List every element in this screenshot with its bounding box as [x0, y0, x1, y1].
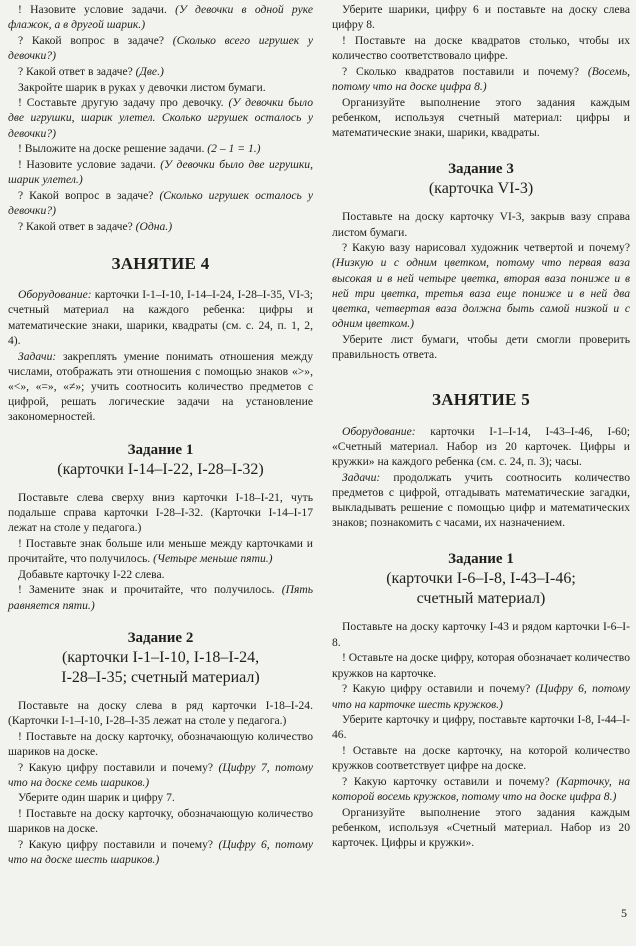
left-column	[8, 2, 313, 868]
page-number: 5	[621, 906, 627, 920]
paragraph: Уберите лист бумаги, чтобы дети смогли проверить правильность ответа.	[332, 332, 630, 362]
paragraph: ? Сколько квадратов поставили и почему? (Восемь, потому что на доске цифра 8.)	[332, 64, 630, 94]
paragraph: Уберите шарики, цифру 6 и поставьте на доску слева цифру 8.	[332, 3, 630, 32]
lesson-5-task-1-body	[332, 619, 630, 850]
right-intro-block	[332, 2, 630, 140]
task-3-title: Задание 3	[448, 161, 514, 178]
lesson-5-task-1-title: Задание 1	[448, 551, 514, 568]
paragraph: Поставьте на доску карточку VI-3, закрыв вазу справа листом бумаги.	[332, 210, 630, 239]
task-3-subtitle: (карточка VI-3)	[428, 180, 534, 198]
task-3-body	[332, 209, 630, 362]
paragraph: Уберите один шарик и цифру 7.	[18, 791, 175, 805]
paragraph: Поставьте на доску карточку I-43 и рядом карточки I-6–I-8.	[332, 620, 630, 649]
task-1-title: Задание 1	[127, 441, 194, 458]
paragraph: ! Поставьте на доску карточку, обозначающую количество шариков на доске.	[8, 807, 313, 836]
paragraph: ! Назовите условие задачи. (У девочки было две игрушки, шарик улетел.)	[8, 158, 313, 187]
lesson-5-title: ЗАНЯТИЕ 5	[431, 390, 531, 410]
lesson-4-equipment: Оборудование: карточки I-1–I-10, I-14–I-24, I-28–I-35, VI-3; счетный материал на каждого ребенка: цифры и математические знаки, шарики, квадраты (см. с. 24, п. 1, 2, 4).	[8, 288, 313, 347]
paragraph: Поставьте слева сверху вниз карточки I-18–I-21, чуть подальше справа карточки I-28–I-32. (Карточки I-14–I-17 лежат на столе у педагога.)	[8, 490, 313, 534]
right-column	[332, 2, 630, 851]
lesson-4-title: ЗАНЯТИЕ 4	[111, 254, 210, 274]
paragraph: ? Какую карточку оставили и почему? (Карточку, на которой восемь кружков, потому что на доске цифра 8.)	[332, 775, 631, 804]
paragraph: ? Какую цифру оставили и почему? (Цифру 6, потому что на карточке шесть кружков.)	[332, 682, 630, 711]
paragraph: Добавьте карточку I-22 слева.	[18, 567, 165, 581]
paragraph: Организуйте выполнение этого задания каждым ребенком, используя счетный материал: цифры и математические знаки, шарики, квадраты.	[332, 95, 630, 140]
paragraph: ? Какой ответ в задаче? (Одна.)	[18, 219, 173, 233]
lesson-5-task-1-subtitle-line-1: (карточки I-6–I-8, I-43–I-46;	[386, 570, 576, 588]
paragraph: ! Выложите на доске решение задачи. (2 – 1 = 1.)	[18, 142, 261, 156]
paragraph: ! Составьте другую задачу про девочку. (У девочки было две игрушки, шарик улетел. Сколько игрушек осталось у девочки?)	[8, 96, 313, 140]
paragraph: ? Какую вазу нарисовал художник четвертой и почему? (Низкую и с одним цветком, потому что первая ваза высокая и в ней четыре цветка, вторая ваза пониже и в ней три цветка, третья ваза еще пониже и в ней два цветка, четвертая ваза должна быть самой низкой и с одним цветком.)	[332, 241, 630, 331]
paragraph: ! Поставьте знак больше или меньше между карточками и прочитайте, что получилось. (Четыре меньше пяти.)	[8, 536, 313, 565]
task-2-body	[8, 698, 313, 868]
paragraph: ! Назовите условие задачи. (У девочки в одной руке флажок, а в другой шарик.)	[8, 3, 313, 32]
task-1-subtitle: (карточки I-14–I-22, I-28–I-32)	[57, 460, 264, 478]
lesson-5-tasks: Задачи: продолжать учить соотносить количество предметов с цифрой, отгадывать математические загадки, выкладывать решение с помощью цифр и математических знаков; познакомить с часами, их назначением.	[332, 470, 630, 530]
paragraph: Уберите карточку и цифру, поставьте карточки I-8, I-44–I-46.	[332, 713, 630, 742]
lesson-5-task-1-subtitle-line-2: счетный материал)	[416, 590, 546, 608]
task-2-title: Задание 2	[127, 629, 194, 646]
paragraph: ? Какую цифру поставили и почему? (Цифру 6, потому что на доске шесть шариков.)	[8, 838, 313, 867]
task-1-body	[8, 490, 313, 613]
paragraph: ! Оставьте на доске карточку, на которой количество кружков соответствует цифре на доске.	[332, 744, 630, 773]
task-2-subtitle-line-2: I-28–I-35; счетный материал)	[61, 668, 260, 686]
paragraph: ? Какой вопрос в задаче? (Сколько игрушек осталось у девочки?)	[8, 188, 313, 218]
lesson-5-equipment: Оборудование: карточки I-1–I-14, I-43–I-46, I-60; «Счетный материал. Набор из 20 карточек. Цифры и кружки» на каждого ребенка (см. с. 24, п. 3); часы.	[332, 424, 630, 468]
paragraph: ? Какой вопрос в задаче? (Сколько всего игрушек у девочки?)	[8, 33, 313, 63]
paragraph: Закройте шарик в руках у девочки листом бумаги.	[18, 80, 266, 94]
paragraph: ? Какую цифру поставили и почему? (Цифру 7, потому что на доске семь шариков.)	[8, 760, 313, 789]
intro-block	[8, 2, 313, 234]
task-2-subtitle-line-1: (карточки I-1–I-10, I-18–I-24,	[61, 648, 260, 666]
paragraph: ? Какой ответ в задаче? (Две.)	[18, 64, 164, 78]
paragraph: Организуйте выполнение этого задания каждым ребенком, используя «Счетный материал. Набор из 20 карточек. Цифры и кружки».	[332, 805, 630, 850]
paragraph: ! Поставьте на доску карточку, обозначающую количество шариков на доске.	[8, 729, 313, 758]
paragraph: ! Поставьте на доске квадратов столько, чтобы их количество соответствовало цифре.	[332, 33, 630, 63]
paragraph: ! Замените знак и прочитайте, что получилось. (Пять равняется пяти.)	[8, 583, 313, 612]
lesson-4-tasks: Задачи: закреплять умение понимать отношения между числами, отображать эти отношения с помощью знаков «>», «<», «=», «≠»; учить соотносить количество предметов с цифрой, решать логические задачи на установление закономерностей.	[8, 349, 313, 424]
paragraph: ! Оставьте на доске цифру, которая обозначает количество кружков на карточке.	[332, 651, 630, 680]
paragraph: Поставьте на доску слева в ряд карточки I-18–I-24. (Карточки I-1–I-10, I-28–I-35 лежат на столе у педагога.)	[8, 698, 313, 727]
